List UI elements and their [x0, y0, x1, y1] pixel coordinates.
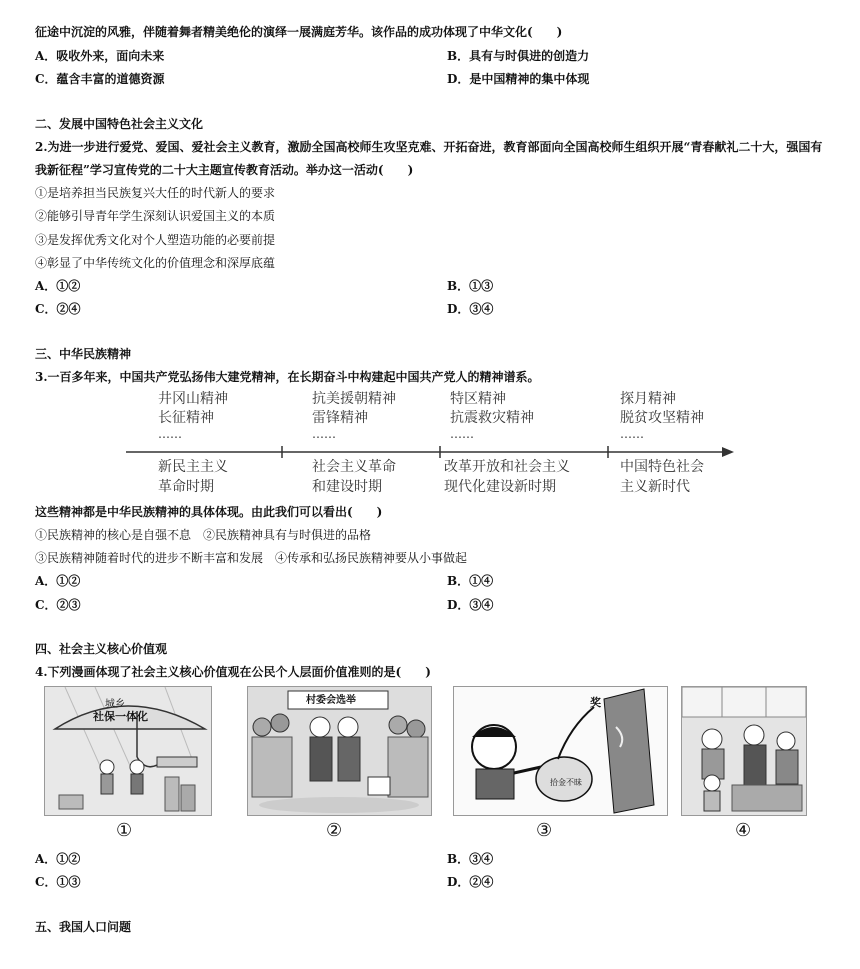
timeline-ellipsis-4: ……: [620, 427, 644, 441]
spirit-timeline-figure: [122, 386, 742, 498]
q2-statement-1: ①是培养担当民族复兴大任的时代新人的要求: [35, 186, 276, 200]
q3-option-b[interactable]: B．①④: [447, 574, 494, 588]
q4-stem: 4.下列漫画体现了社会主义核心价值观在公民个人层面价值准则的是( ): [35, 665, 431, 679]
section-heading-5: 五、我国人口问题: [35, 920, 132, 934]
cartoon-1-umbrella: [44, 686, 212, 816]
cartoon-number-4: ④: [735, 820, 752, 841]
timeline-spirit-4b: 脱贫攻坚精神: [620, 410, 704, 426]
umbrella-label: 社保一体化: [93, 710, 148, 723]
cartoon-4-bus-seat: [681, 686, 807, 816]
q2-stem-line1: 2.为进一步进行爱党、爱国、爱社会主义教育，激励全国高校师生攻坚克难、开拓奋进，教育部面向全国高校师生组织开展“青春献礼二十大，强国有: [35, 140, 823, 154]
cartoon-number-2: ②: [326, 820, 343, 841]
timeline-spirit-4a: 探月精神: [620, 391, 676, 407]
timeline-ellipsis-2: ……: [312, 427, 336, 441]
q1-option-c[interactable]: C．蕴含丰富的道德资源: [35, 72, 165, 86]
timeline-period-1a: 新民主主义: [158, 459, 228, 475]
q2-option-a[interactable]: A．①②: [35, 279, 81, 293]
money-bag-icon: [454, 687, 667, 815]
timeline-spirit-3b: 抗震救灾精神: [450, 410, 534, 426]
section-heading-4: 四、社会主义核心价值观: [35, 642, 168, 656]
q2-statement-2: ②能够引导青年学生深刻认识爱国主义的本质: [35, 209, 276, 223]
umbrella-label-top: 城乡: [105, 699, 125, 710]
q3-statements-3-4: ③民族精神随着时代的进步不断丰富和发展 ④传承和弘扬民族精神要从小事做起: [35, 551, 468, 565]
q3-statements-1-2: ①民族精神的核心是自强不息 ②民族精神具有与时俱进的品格: [35, 528, 372, 542]
q4-option-b[interactable]: B．③④: [447, 852, 494, 866]
timeline-period-4b: 主义新时代: [620, 479, 690, 495]
timeline-spirit-1b: 长征精神: [158, 410, 214, 426]
q4-option-a[interactable]: A．①②: [35, 852, 81, 866]
timeline-spirit-1a: 井冈山精神: [158, 391, 228, 407]
q3-option-a[interactable]: A．①②: [35, 574, 81, 588]
bus-passengers-icon: [682, 687, 806, 815]
timeline-period-1b: 革命时期: [158, 479, 214, 495]
timeline-period-2b: 和建设时期: [312, 479, 382, 495]
award-label: 奖: [590, 696, 601, 709]
q2-stem-line2: 我新征程”学习宣传党的二十大主题宣传教育活动。举办这一活动( ): [35, 163, 414, 177]
q2-statement-4: ④彰显了中华传统文化的价值理念和深厚底蕴: [35, 256, 276, 270]
timeline-spirit-2b: 雷锋精神: [312, 410, 368, 426]
q3-option-d[interactable]: D．③④: [447, 598, 494, 612]
cartoon-3-honesty: [453, 686, 668, 816]
election-banner: 村委会选举: [306, 695, 356, 706]
q2-option-d[interactable]: D．③④: [447, 302, 494, 316]
cartoon-2-election: [247, 686, 432, 816]
money-bag-label: 拾金不昧: [550, 778, 582, 787]
section-heading-2: 二、发展中国特色社会主义文化: [35, 117, 204, 131]
timeline-ellipsis-3: ……: [450, 427, 474, 441]
timeline-period-4a: 中国特色社会: [620, 459, 704, 475]
q3-option-c[interactable]: C．②③: [35, 598, 81, 612]
q3-stem: 3.一百多年来，中国共产党弘扬伟大建党精神，在长期奋斗中构建起中国共产党人的精神谱系。: [35, 370, 540, 384]
timeline-spirit-2a: 抗美援朝精神: [312, 391, 396, 407]
timeline-period-3b: 现代化建设新时期: [444, 479, 556, 495]
q1-option-d[interactable]: D．是中国精神的集中体现: [447, 72, 590, 86]
q4-option-c[interactable]: C．①③: [35, 875, 81, 889]
q1-option-b[interactable]: B．具有与时俱进的创造力: [447, 49, 590, 63]
q2-statement-3: ③是发挥优秀文化对个人塑造功能的必要前提: [35, 233, 276, 247]
timeline-ellipsis-1: ……: [158, 427, 182, 441]
section-heading-3: 三、中华民族精神: [35, 347, 132, 361]
q1-option-a[interactable]: A．吸收外来，面向未来: [35, 49, 165, 63]
q4-option-d[interactable]: D．②④: [447, 875, 494, 889]
q2-option-b[interactable]: B．①③: [447, 279, 494, 293]
timeline-spirit-3a: 特区精神: [450, 391, 506, 407]
timeline-period-2a: 社会主义革命: [312, 459, 396, 475]
cartoon-number-1: ①: [116, 820, 133, 841]
q3-after-figure: 这些精神都是中华民族精神的具体体现。由此我们可以看出( ): [35, 505, 383, 519]
timeline-period-3a: 改革开放和社会主义: [444, 459, 570, 475]
umbrella-icon: [45, 687, 211, 815]
q1-stem-tail: 征途中沉淀的风雅，伴随着舞者精美绝伦的演绎一展满庭芳华。该作品的成功体现了中华文化( ): [35, 25, 563, 39]
q2-option-c[interactable]: C．②④: [35, 302, 81, 316]
cartoon-number-3: ③: [536, 820, 553, 841]
